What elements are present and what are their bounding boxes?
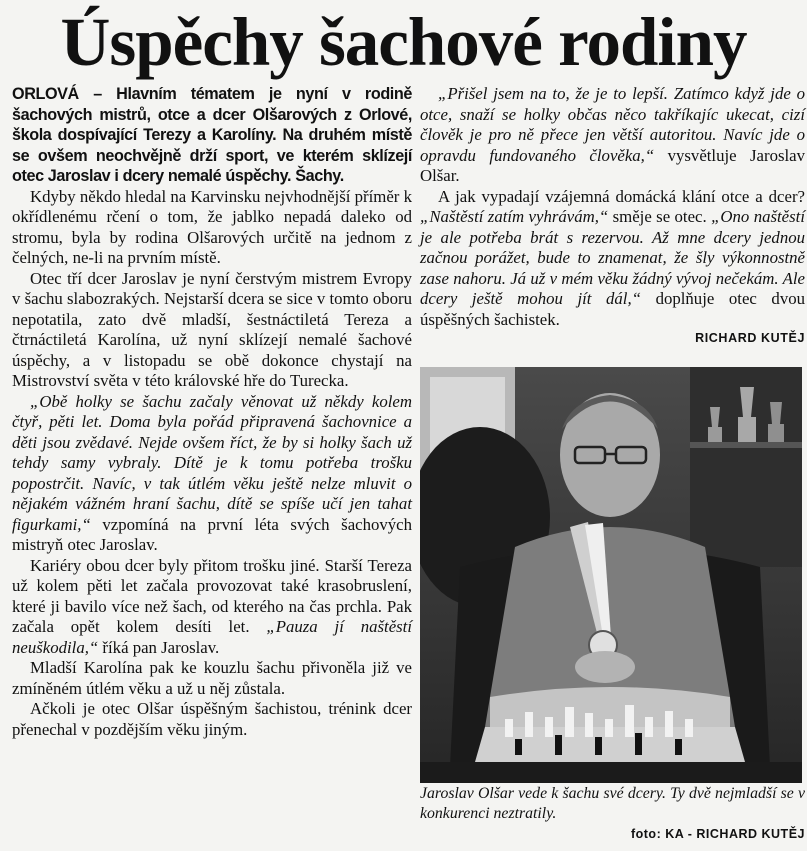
- paragraph-text: vysvětluje Jaroslav Olšar.: [420, 145, 805, 185]
- photo-illustration: [420, 367, 802, 783]
- paragraph-text: směje se otec.: [608, 207, 712, 226]
- quote: „Obě holky se šachu začaly věnovat už někdy kolem čtyř, pěti let. Doma byla pořád připravená šachovnice a děti jsou zvědavé. Nejde ovšem říct, že by si holky šach už tehdy samy vybraly. Dítě je k tomu potřeba trošku popostrčit. Navíc, v tak útlém věku ještě nelze mluvit o nějakém vážném hraní šachu, dítě se spíše učí jen tahat figurkami,“: [12, 391, 412, 534]
- body-paragraph-3: [12, 392, 412, 556]
- body-paragraph-7: [420, 84, 805, 187]
- lead-paragraph: ORLOVÁ – Hlavním tématem je nyní v rodině šachových mistrů, otce a dcer Olšarových z Orlové, škola dospívající Terezy a Karolíny. Na druhém místě se ovšem neochvějně drží sport, ve kterém sklízejí otec Jaroslav i dcery nemalé úspěchy. Šachy.: [12, 85, 412, 185]
- body-paragraph-6: Ačkoli je otec Olšar úspěšným šachistou, trénink dcer přenechal v pozdějším věku jiným.: [12, 699, 412, 739]
- body-paragraph-1: Kdyby někdo hledal na Karvinsku nejvhodnější příměr k okřídlenému rčení o tom, že jablko nepadá daleko od stromu, byla by rodina Olšarových určitě na jednom z čelných, ne-li na prvním místě.: [12, 186, 412, 267]
- article-column-right: [420, 84, 805, 346]
- photo-chess-player: [420, 367, 802, 783]
- body-paragraph-2: Otec tří dcer Jaroslav je nyní čerstvým mistrem Evropy v šachu slabozrakých. Nejstarší dcera se sice v tomto oboru nepotatila, zato dvě mladší, šestnáctiletá Tereza a čtrnáctiletá Karolína, už nyní sklízejí nemalé šachové úspěchy, a v listopadu se obě dokonce chystají na Mistrovství světa v této královské hře do Turecka.: [12, 268, 412, 390]
- body-paragraph-8: [420, 187, 805, 331]
- byline: RICHARD KUTĚJ: [695, 331, 805, 345]
- paragraph-text: A jak vypadají vzájemná domácká klání otce a dcer?: [438, 186, 805, 206]
- article-column-left: [12, 84, 412, 740]
- body-paragraph-5: Mladší Karolína pak ke kouzlu šachu přivoněla již ve zmíněném útlém věku a už u něj zůstala.: [12, 658, 412, 698]
- quote: „Ono naštěstí je ale potřeba brát s rezervou. Až mne dcery jednou začnou porážet, bude to znamenat, že šly výkonnostně zase nahoru. Já už v mém věku žádný vývoj nečekám. Ale dcery ještě mohou jít dál,“: [420, 207, 805, 308]
- quote: „Přišel jsem na to, že je to lepší. Zatímco když jde o otce, snaží se holky občas něco takříkajíc ukecat, cizí člověk je pro ně přece jen větší autoritou. Navíc jde o opravdu fundovaného člověka,“: [420, 84, 805, 165]
- paragraph-text: Kariéry obou dcer byly přitom trošku jiné. Starší Tereza už kolem pěti let začala provozovat také krasobruslení, které ji bavilo více než šach, od kterého na čas prchla. Pak začala opět kolem desíti let.: [12, 555, 412, 636]
- quote: „Pauza jí naštěstí neuškodila,“: [12, 617, 413, 657]
- photo-caption: Jaroslav Olšar vede k šachu své dcery. Ty dvě nejmladší se v konkurenci neztratily.: [420, 785, 805, 822]
- quote: „Naštěstí zatím vyhrávám,“: [420, 207, 609, 226]
- paragraph-text: doplňuje otec dvou úspěšných šachistek.: [420, 289, 805, 329]
- body-paragraph-4: [12, 556, 412, 659]
- paragraph-text: říká pan Jaroslav.: [98, 637, 220, 657]
- paragraph-text: vzpomíná na první léta svých šachových mistryň otec Jaroslav.: [12, 514, 412, 554]
- headline: Úspěchy šachové rodiny: [60, 4, 747, 80]
- photo-credit: foto: KA - RICHARD KUTĚJ: [630, 827, 805, 841]
